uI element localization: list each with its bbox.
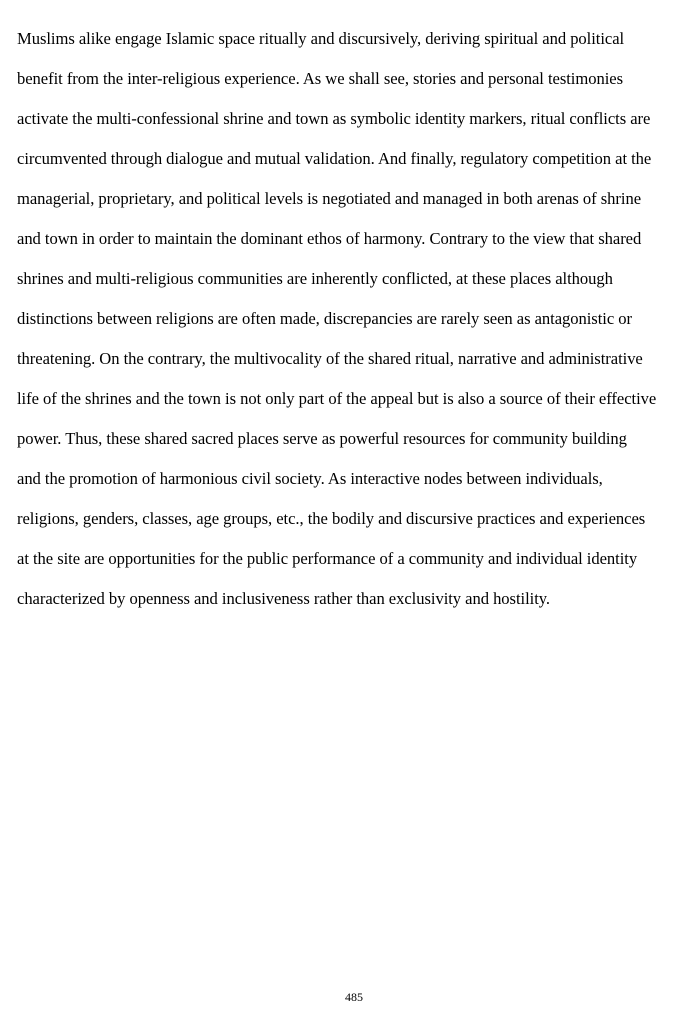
text-line: life of the shrines and the town is not only part of the appeal but is also a source of their effective (17, 389, 657, 408)
text-line: distinctions between religions are often made, discrepancies are rarely seen as antagonistic or (17, 309, 632, 328)
text-line: shrines and multi-religious communities are inherently conflicted, at these places although (17, 269, 613, 288)
text-line: Muslims alike engage Islamic space ritually and discursively, deriving spiritual and political (17, 29, 625, 48)
text-line: managerial, proprietary, and political levels is negotiated and managed in both arenas of shrine (17, 189, 642, 208)
text-line: at the site are opportunities for the public performance of a community and individual identity (17, 549, 638, 568)
text-line: threatening. On the contrary, the multivocality of the shared ritual, narrative and administrative (17, 349, 643, 368)
text-line: activate the multi-confessional shrine and town as symbolic identity markers, ritual conflicts are (17, 109, 651, 128)
body-paragraph (17, 19, 700, 619)
text-line: and the promotion of harmonious civil society. As interactive nodes between individuals, (17, 469, 603, 488)
text-line: power. Thus, these shared sacred places serve as powerful resources for community building (17, 429, 627, 448)
text-line: benefit from the inter-religious experience. As we shall see, stories and personal testimonies (17, 69, 623, 88)
text-line: religions, genders, classes, age groups, etc., the bodily and discursive practices and experiences (17, 509, 646, 528)
text-line: characterized by openness and inclusiveness rather than exclusivity and hostility. (17, 589, 551, 608)
text-line: circumvented through dialogue and mutual validation. And finally, regulatory competition at the (17, 149, 652, 168)
page-number: 485 (345, 990, 363, 1004)
text-line: and town in order to maintain the dominant ethos of harmony. Contrary to the view that shared (17, 229, 642, 248)
